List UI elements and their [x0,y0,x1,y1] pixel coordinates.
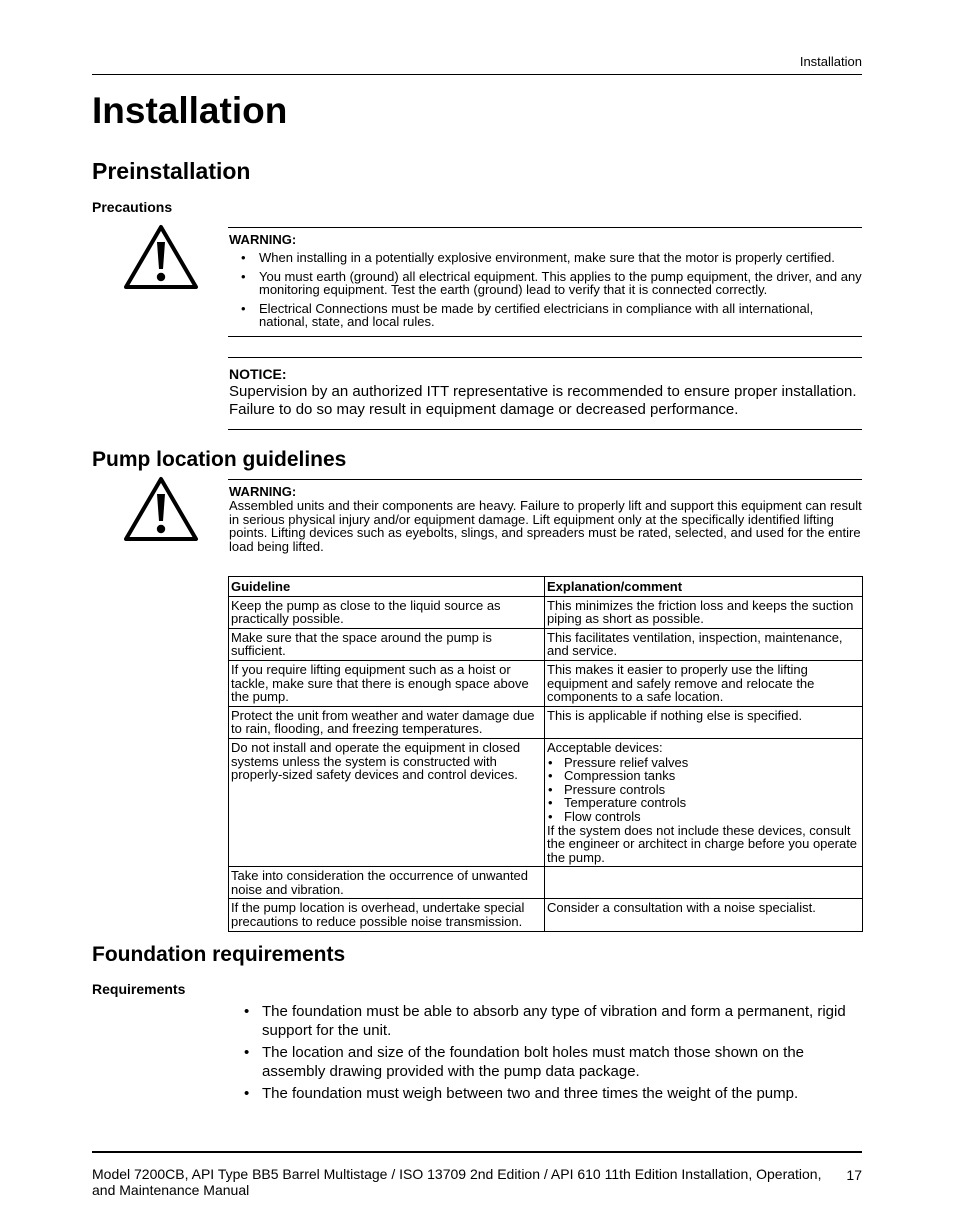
notice-box [229,366,863,419]
warning-title: WARNING: [229,484,297,499]
explanation-cell: This minimizes the friction loss and keeps the suction piping as short as possible. [545,596,863,628]
devices-list [547,756,860,824]
warning-rule-top-2 [228,479,862,480]
notice-rule-top [228,357,862,358]
subheading-precautions: Precautions [92,199,173,215]
warning-text: Assembled units and their components are heavy. Failure to properly lift and support this equipment can result in serious physical injury and/or equipment damage. Lift equipment only at the specifically identified lifting points. Lifting devices such as eyebolts, slings, and spreaders must be rated, selected, and used for the entire load being lifted. [229,498,862,554]
warning-title: WARNING: [229,232,297,247]
explanation-cell [545,867,863,899]
device-item: • Flow controls [547,810,860,824]
notice-rule-bottom [228,429,862,430]
requirement-item: • The foundation must weigh between two and three times the weight of the pump. [232,1084,862,1103]
header-rule [92,74,862,75]
device-item: • Compression tanks [547,769,860,783]
running-header: Installation [799,54,862,69]
warning-item: • Electrical Connections must be made by certified electricians in compliance with all international, national, state, and local rules. [229,302,863,329]
guideline-cell: If you require lifting equipment such as a hoist or tackle, make sure that there is enough space above the pump. [229,660,545,706]
table-row [229,660,863,706]
section-heading-foundation: Foundation requirements [92,943,346,966]
footer-rule [92,1151,862,1153]
section-heading-preinstallation: Preinstallation [92,158,251,184]
table-header-row [229,577,863,597]
page-title: Installation [92,90,288,131]
table-row [229,628,863,660]
explanation-cell [545,738,863,866]
page-number: 17 [846,1167,862,1183]
subheading-requirements: Requirements [92,981,186,997]
device-item: • Pressure controls [547,783,860,797]
warning-rule-top [228,227,862,228]
warning-box-precautions [229,232,863,329]
warning-item: • When installing in a potentially explosive environment, make sure that the motor is properly certified. [229,251,863,265]
column-header-explanation: Explanation/comment [545,577,863,597]
explanation-cell: Consider a consultation with a noise specialist. [545,899,863,931]
guideline-cell: Keep the pump as close to the liquid source as practically possible. [229,596,545,628]
guideline-cell: Take into consideration the occurrence of unwanted noise and vibration. [229,867,545,899]
explanation-cell: This facilitates ventilation, inspection, maintenance, and service. [545,628,863,660]
notice-text: Supervision by an authorized ITT representative is recommended to ensure proper installation. Failure to do so may result in equipment damage or decreased performance. [229,383,857,418]
guidelines-table [228,576,863,932]
guideline-cell: If the pump location is overhead, undertake special precautions to reduce possible noise transmission. [229,899,545,931]
table-row [229,867,863,899]
warning-rule-bottom [228,336,862,337]
explanation-cell: This is applicable if nothing else is specified. [545,706,863,738]
requirement-item: • The location and size of the foundation bolt holes must match those shown on the assembly drawing provided with the pump data package. [232,1043,862,1081]
device-item: • Temperature controls [547,796,860,810]
warning-list [229,251,863,329]
table-row [229,596,863,628]
requirements-list [232,1002,862,1106]
guideline-cell: Do not install and operate the equipment in closed systems unless the system is constructed with properly-sized safety devices and control devices. [229,738,545,866]
requirement-item: • The foundation must be able to absorb any type of vibration and form a permanent, rigid support for the unit. [232,1002,862,1040]
table-row [229,706,863,738]
warning-triangle-icon [123,476,199,542]
section-heading-pump-location: Pump location guidelines [92,448,347,471]
warning-triangle-icon [123,224,199,290]
column-header-guideline: Guideline [229,577,545,597]
notice-title: NOTICE: [229,366,287,382]
device-item: • Pressure relief valves [547,756,860,770]
warning-box-lifting [229,484,863,553]
guideline-cell: Make sure that the space around the pump is sufficient. [229,628,545,660]
devices-outro: If the system does not include these devices, consult the engineer or architect in charge before you operate the pump. [547,822,858,865]
devices-intro: Acceptable devices: [547,739,663,755]
guideline-cell: Protect the unit from weather and water damage due to rain, flooding, and freezing temperatures. [229,706,545,738]
footer-text: Model 7200CB, API Type BB5 Barrel Multistage / ISO 13709 2nd Edition / API 610 11th Edition Installation, Operation, and Maintenance Manual [92,1166,822,1198]
explanation-cell: This makes it easier to properly use the lifting equipment and safely remove and relocate the components to a safe location. [545,660,863,706]
table-row [229,899,863,931]
table-row [229,738,863,866]
guidelines-table-wrapper [228,576,863,932]
warning-item: • You must earth (ground) all electrical equipment. This applies to the pump equipment, the driver, and any monitoring equipment. Test the earth (ground) lead to verify that it is connected correctly. [229,270,863,297]
